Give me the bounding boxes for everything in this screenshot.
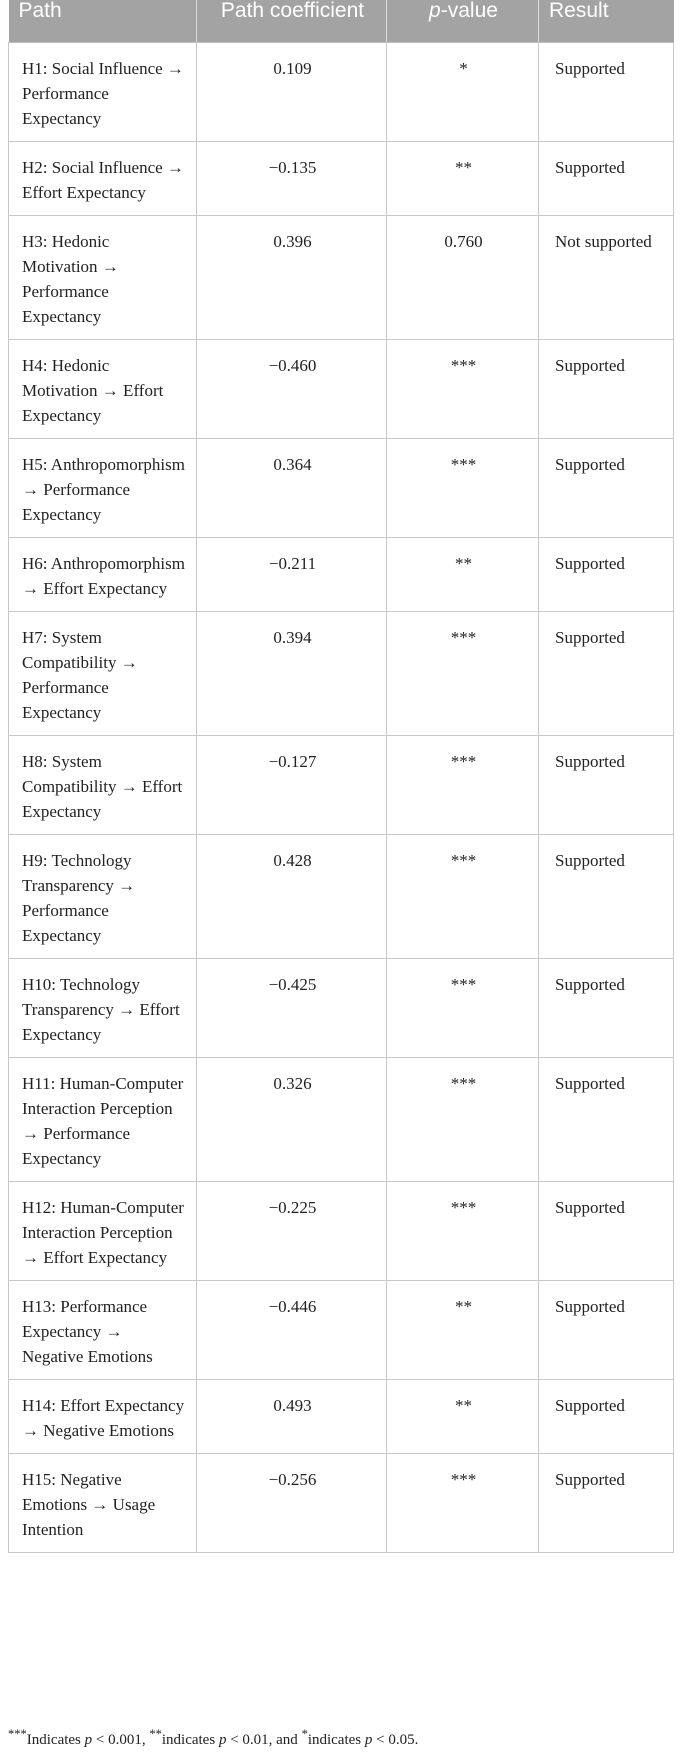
coefficient-cell: 0.394	[197, 612, 387, 736]
p-value-cell: ***	[387, 1182, 539, 1281]
result-cell: Supported	[539, 1281, 674, 1380]
table-row	[9, 736, 674, 835]
result-cell: Supported	[539, 340, 674, 439]
path-cell: H11: Human-Computer Interaction Perception → Performance Expectancy	[9, 1058, 197, 1182]
table-row	[9, 1454, 674, 1553]
p-value-cell: **	[387, 142, 539, 216]
path-cell: H7: System Compatibility → Performance Expectancy	[9, 612, 197, 736]
header-result: Result	[539, 0, 674, 43]
path-cell: H9: Technology Transparency → Performance Expectancy	[9, 835, 197, 959]
p-value-cell: 0.760	[387, 216, 539, 340]
coefficient-cell: 0.493	[197, 1380, 387, 1454]
path-cell: H8: System Compatibility → Effort Expectancy	[9, 736, 197, 835]
footnote-text-3: indicates	[161, 1732, 219, 1748]
path-cell: H2: Social Influence → Effort Expectancy	[9, 142, 197, 216]
p-value-cell: ***	[387, 1454, 539, 1553]
coefficient-cell: 0.428	[197, 835, 387, 959]
coefficient-cell: −0.446	[197, 1281, 387, 1380]
path-cell: H3: Hedonic Motivation → Performance Expectancy	[9, 216, 197, 340]
table-row	[9, 1182, 674, 1281]
result-cell: Supported	[539, 43, 674, 142]
header-p-italic: p	[429, 0, 441, 22]
coefficient-cell: 0.364	[197, 439, 387, 538]
footnote-p-3: p	[364, 1732, 373, 1748]
p-value-cell: ***	[387, 835, 539, 959]
table-row	[9, 1281, 674, 1380]
header-path: Path	[9, 0, 197, 43]
header-path-coefficient: Path coefficient	[197, 0, 387, 43]
result-cell: Supported	[539, 959, 674, 1058]
table-body	[9, 43, 674, 1553]
table-row	[9, 1380, 674, 1454]
coefficient-cell: −0.256	[197, 1454, 387, 1553]
coefficient-cell: −0.225	[197, 1182, 387, 1281]
table-row	[9, 43, 674, 142]
table-header	[9, 0, 674, 43]
path-cell: H10: Technology Transparency → Effort Expectancy	[9, 959, 197, 1058]
result-cell: Supported	[539, 1182, 674, 1281]
coefficient-cell: 0.109	[197, 43, 387, 142]
footnote-mark-3: *	[301, 1727, 308, 1741]
footnote-text-2: < 0.001,	[92, 1732, 150, 1748]
footnote-mark-2: **	[149, 1727, 162, 1741]
p-value-cell: ***	[387, 612, 539, 736]
coefficient-cell: −0.425	[197, 959, 387, 1058]
table-row	[9, 142, 674, 216]
coefficient-cell: −0.135	[197, 142, 387, 216]
header-p-value	[387, 0, 539, 43]
table-row	[9, 216, 674, 340]
table-row	[9, 835, 674, 959]
footnote-text-6: < 0.05.	[372, 1732, 419, 1748]
p-value-cell: ***	[387, 959, 539, 1058]
path-cell: H12: Human-Computer Interaction Perception → Effort Expectancy	[9, 1182, 197, 1281]
path-cell: H1: Social Influence → Performance Expectancy	[9, 43, 197, 142]
table-footnote	[8, 1727, 418, 1749]
p-value-cell: ***	[387, 340, 539, 439]
footnote-p-2: p	[218, 1732, 227, 1748]
footnote-mark-1: ***	[8, 1727, 27, 1741]
result-cell: Supported	[539, 142, 674, 216]
p-value-cell: **	[387, 1281, 539, 1380]
header-p-rest: -value	[440, 0, 498, 22]
path-cell: H15: Negative Emotions → Usage Intention	[9, 1454, 197, 1553]
footnote-text-1: Indicates	[26, 1732, 85, 1748]
result-cell: Supported	[539, 439, 674, 538]
header-row	[9, 0, 674, 43]
result-cell: Supported	[539, 1058, 674, 1182]
result-cell: Supported	[539, 835, 674, 959]
coefficient-cell: −0.460	[197, 340, 387, 439]
path-cell: H5: Anthropomorphism → Performance Expectancy	[9, 439, 197, 538]
result-cell: Supported	[539, 612, 674, 736]
result-cell: Supported	[539, 538, 674, 612]
p-value-cell: **	[387, 1380, 539, 1454]
result-cell: Supported	[539, 1454, 674, 1553]
path-cell: H13: Performance Expectancy → Negative Emotions	[9, 1281, 197, 1380]
path-cell: H14: Effort Expectancy → Negative Emotions	[9, 1380, 197, 1454]
table-row	[9, 959, 674, 1058]
footnote-text-4: < 0.01, and	[226, 1732, 302, 1748]
path-cell: H6: Anthropomorphism → Effort Expectancy	[9, 538, 197, 612]
p-value-cell: **	[387, 538, 539, 612]
table-row	[9, 612, 674, 736]
result-cell: Supported	[539, 736, 674, 835]
table-row	[9, 538, 674, 612]
result-cell: Not supported	[539, 216, 674, 340]
results-table-container	[8, 0, 673, 1553]
p-value-cell: ***	[387, 439, 539, 538]
footnote-text-5: indicates	[307, 1732, 365, 1748]
path-coefficient-table	[8, 0, 674, 1553]
coefficient-cell: 0.326	[197, 1058, 387, 1182]
footnote-p-1: p	[84, 1732, 93, 1748]
coefficient-cell: −0.127	[197, 736, 387, 835]
table-row	[9, 340, 674, 439]
p-value-cell: ***	[387, 1058, 539, 1182]
table-row	[9, 439, 674, 538]
table-row	[9, 1058, 674, 1182]
p-value-cell: *	[387, 43, 539, 142]
coefficient-cell: −0.211	[197, 538, 387, 612]
path-cell: H4: Hedonic Motivation → Effort Expectancy	[9, 340, 197, 439]
result-cell: Supported	[539, 1380, 674, 1454]
p-value-cell: ***	[387, 736, 539, 835]
coefficient-cell: 0.396	[197, 216, 387, 340]
